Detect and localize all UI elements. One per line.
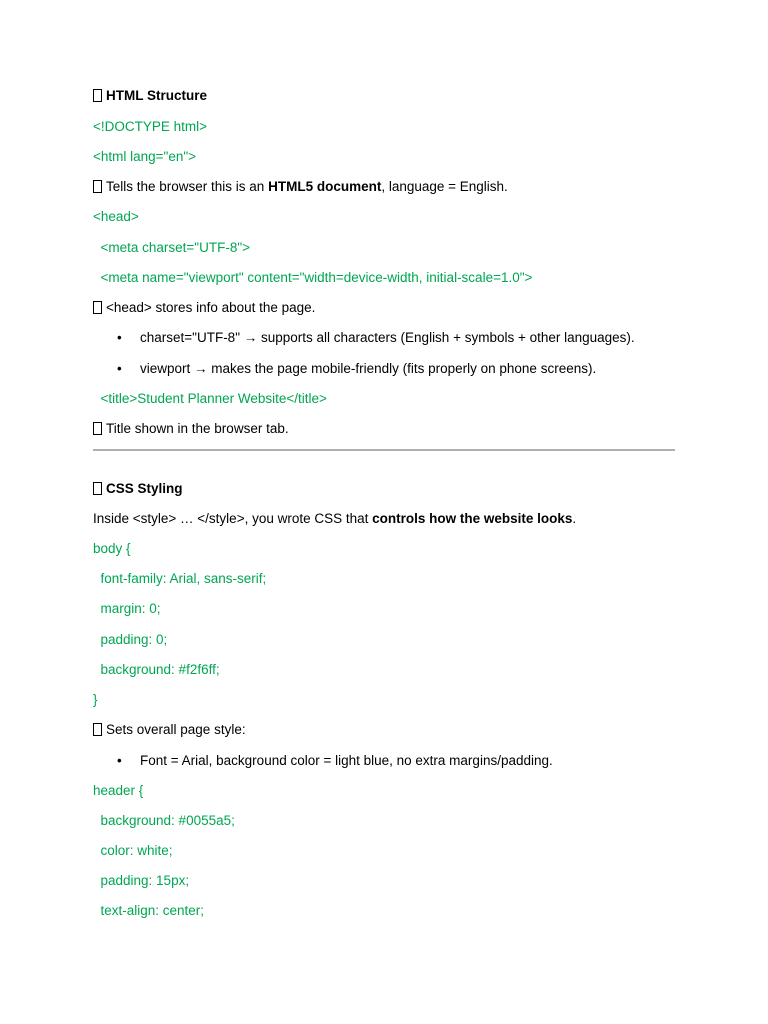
note-line: Sets overall page style: (93, 721, 246, 739)
missing-glyph-icon (93, 482, 102, 495)
missing-glyph-icon (93, 89, 102, 102)
code-line: background: #f2f6ff; (93, 662, 220, 677)
code-line: } (93, 692, 98, 707)
code-line: body { (93, 541, 131, 556)
code-line: <meta charset="UTF-8"> (93, 240, 251, 255)
note-line: <head> stores info about the page. (93, 299, 315, 317)
code-line: <!DOCTYPE html> (93, 119, 208, 134)
intro-line: Inside <style> … </style>, you wrote CSS that controls how the website looks. (93, 511, 577, 526)
code-line: header { (93, 783, 144, 798)
code-line: padding: 0; (93, 632, 168, 647)
section-heading-html: HTML Structure (93, 87, 207, 105)
list-item: viewport → makes the page mobile-friendly (fits properly on phone screens). (140, 361, 597, 376)
code-line: <head> (93, 209, 139, 224)
list-item: Font = Arial, background color = light blue, no extra margins/padding. (140, 753, 553, 768)
code-line: <title>Student Planner Website</title> (93, 391, 327, 406)
horizontal-divider (93, 449, 675, 451)
code-line: background: #0055a5; (93, 813, 235, 828)
code-line: text-align: center; (93, 903, 205, 918)
bullet-icon: • (117, 330, 122, 345)
code-line: font-family: Arial, sans-serif; (93, 571, 267, 586)
missing-glyph-icon (93, 301, 102, 314)
missing-glyph-icon (93, 180, 102, 193)
note-line: Tells the browser this is an HTML5 document, language = English. (93, 178, 508, 196)
code-line: margin: 0; (93, 601, 161, 616)
section-heading-css: CSS Styling (93, 480, 183, 498)
code-line: <html lang="en"> (93, 149, 197, 164)
list-item: charset="UTF-8" → supports all characters (English + symbols + other languages). (140, 330, 635, 345)
code-line: padding: 15px; (93, 873, 190, 888)
bullet-icon: • (117, 753, 122, 768)
bullet-icon: • (117, 361, 122, 376)
missing-glyph-icon (93, 422, 102, 435)
note-line: Title shown in the browser tab. (93, 420, 289, 438)
code-line: color: white; (93, 843, 173, 858)
missing-glyph-icon (93, 723, 102, 736)
code-line: <meta name="viewport" content="width=device-width, initial-scale=1.0"> (93, 270, 533, 285)
